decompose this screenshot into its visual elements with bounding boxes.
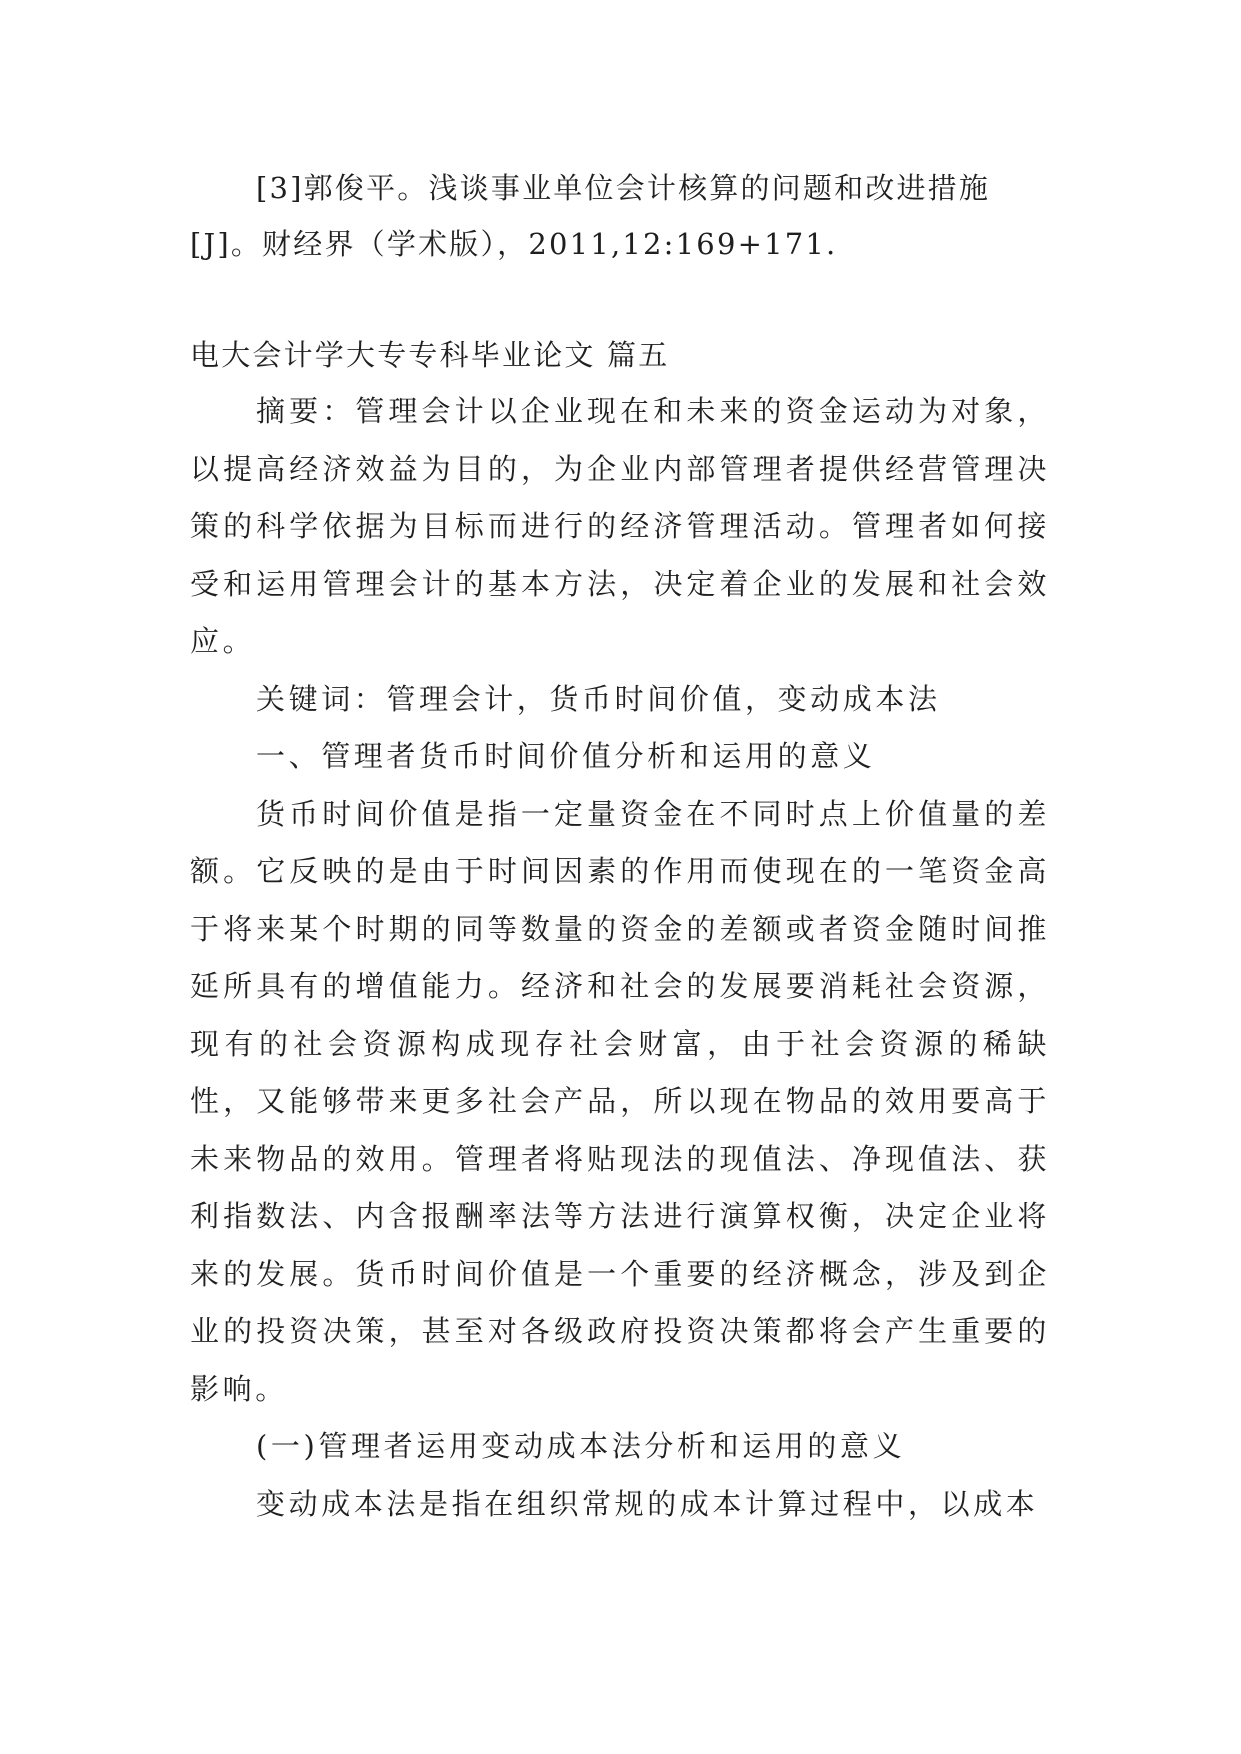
body-paragraph-2: 变动成本法是指在组织常规的成本计算过程中，以成本 <box>256 1486 1039 1521</box>
document-page <box>190 160 1050 1533</box>
section-title: 电大会计学大专专科毕业论文 篇五 <box>190 338 670 372</box>
abstract-paragraph: 摘要：管理会计以企业现在和未来的资金运动为对象，以提高经济效益为目的，为企业内部管理者提供经营管理决策的科学依据为目标而进行的经济管理活动。管理者如何接受和运用管理会计的基本方法，决定着企业的发展和社会效应。 <box>190 394 1050 658</box>
heading-subsection-1: (一)管理者运用变动成本法分析和运用的意义 <box>256 1429 906 1463</box>
body-paragraph-1: 货币时间价值是指一定量资金在不同时点上价值量的差额。它反映的是由于时间因素的作用而使现在的一笔资金高于将来某个时期的同等数量的资金的差额或者资金随时间推延所具有的增值能力。经济和社会的发展要消耗社会资源，现有的社会资源构成现存社会财富，由于社会资源的稀缺性，又能够带来更多社会产品，所以现在物品的效用要高于未来物品的效用。管理者将贴现法的现值法、净现值法、获利指数法、内含报酬率法等方法进行演算权衡，决定企业将来的发展。货币时间价值是一个重要的经济概念，涉及到企业的投资决策，甚至对各级政府投资决策都将会产生重要的影响。 <box>190 796 1050 1406</box>
heading-section-1: 一、管理者货币时间价值分析和运用的意义 <box>256 739 876 773</box>
reference-item: [3]郭俊平。浅谈事业单位会计核算的问题和改进措施[J]。财经界（学术版），2011,12:169+171. <box>190 171 991 261</box>
keywords-line: 关键词：管理会计，货币时间价值，变动成本法 <box>256 681 941 716</box>
